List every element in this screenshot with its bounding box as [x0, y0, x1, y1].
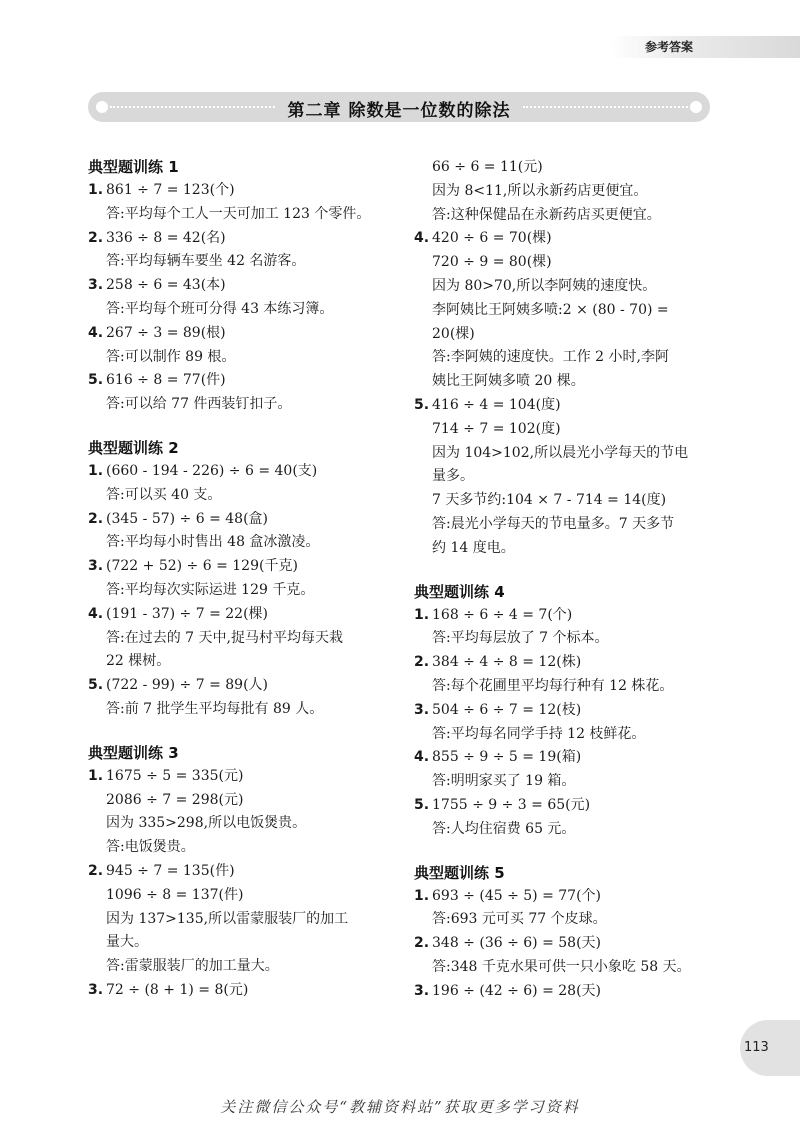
answer-line: 因为 80>70,所以李阿姨的速度快。: [432, 277, 657, 294]
training-section: [88, 742, 428, 1003]
answer-line: 答:人均住宿费 65 元。: [432, 820, 576, 837]
training-section: [88, 437, 428, 722]
question-number: 5.: [414, 796, 430, 813]
training-section: [414, 862, 724, 1004]
question-number: 2.: [88, 510, 104, 527]
answer-line: 22 棵树。: [106, 653, 171, 670]
question-expression: 1675 ÷ 5 = 335(元): [106, 767, 244, 784]
question-number: 2.: [88, 229, 104, 246]
answer-line: 答:可以给 77 件西装钉扣子。: [106, 396, 292, 413]
chapter-title: 第二章 除数是一位数的除法: [287, 101, 511, 121]
answer-line: 答:可以制作 89 根。: [106, 348, 236, 365]
question-number: 2.: [414, 654, 430, 671]
answer-line: 720 ÷ 9 = 80(棵): [432, 254, 552, 271]
answer-line: 答:前 7 批学生平均每批有 89 人。: [106, 700, 324, 717]
question-number: 5.: [414, 396, 430, 413]
answer-line: 答:平均每层放了 7 个标本。: [432, 630, 609, 647]
question-expression: 267 ÷ 3 = 89(根): [106, 324, 226, 341]
answer-line: 答:每个花圃里平均每行种有 12 株花。: [432, 677, 674, 694]
question-expression: (345 - 57) ÷ 6 = 48(盒): [106, 510, 268, 527]
question-line: [414, 932, 724, 956]
question-line: [414, 699, 724, 723]
answer-line: 答:平均每个工人一天可加工 123 个零件。: [106, 205, 371, 222]
answer-line: 20(棵): [432, 325, 475, 342]
answer-line: 答:这种保健品在永新药店买更便宜。: [432, 206, 661, 223]
left-column: [88, 156, 428, 1023]
question-expression: (722 + 52) ÷ 6 = 129(千克): [106, 558, 298, 575]
right-column: [414, 156, 724, 1024]
question-number: 2.: [88, 862, 104, 879]
question-number: 4.: [414, 749, 430, 766]
question-number: 5.: [88, 372, 104, 389]
answer-line: 答:晨光小学每天的节电量多。7 天多节: [432, 515, 675, 532]
answer-line: 答:平均每名同学手持 12 枝鲜花。: [432, 725, 646, 742]
section-title: 典型题训练 5: [414, 863, 505, 882]
question-line: [88, 369, 428, 393]
question-line: [414, 227, 724, 251]
question-line: [414, 885, 724, 909]
training-section: [88, 156, 428, 417]
question-number: 3.: [88, 558, 104, 575]
answer-line: 答:雷蒙服装厂的加工量大。: [106, 958, 279, 975]
question-number: 4.: [414, 230, 430, 247]
section-title: 典型题训练 2: [88, 438, 179, 457]
question-expression: 196 ÷ (42 ÷ 6) = 28(天): [432, 982, 601, 999]
answer-line: 答:348 千克水果可供一只小象吃 58 天。: [432, 958, 691, 975]
answer-line: 答:在过去的 7 天中,捉马村平均每天栽: [106, 629, 343, 646]
question-expression: 420 ÷ 6 = 70(棵): [432, 230, 552, 247]
question-expression: (660 - 194 - 226) ÷ 6 = 40(支): [106, 462, 318, 479]
question-expression: 504 ÷ 6 ÷ 7 = 12(枝): [432, 701, 582, 718]
header-tab-background: [610, 36, 800, 58]
question-number: 5.: [88, 677, 104, 694]
question-line: [88, 322, 428, 346]
question-line: [414, 651, 724, 675]
chapter-banner: [88, 92, 710, 122]
answer-line: 答:明明家买了 19 箱。: [432, 773, 576, 790]
question-line: [88, 179, 428, 203]
question-number: 4.: [88, 324, 104, 341]
answer-line: 因为 335>298,所以电饭煲贵。: [106, 815, 307, 832]
continued-answers: [414, 156, 724, 561]
question-line: [88, 674, 428, 698]
page-number: 113: [744, 1040, 769, 1055]
question-line: [414, 604, 724, 628]
answer-line: 答:平均每次实际运进 129 千克。: [106, 581, 315, 598]
question-line: [88, 603, 428, 627]
footer-watermark: 关注微信公众号“教辅资料站”获取更多学习资料: [220, 1098, 580, 1116]
answer-line: 1096 ÷ 8 = 137(件): [106, 886, 244, 903]
header-label: 参考答案: [645, 40, 694, 54]
answer-line: 因为 8<11,所以永新药店更便宜。: [432, 182, 648, 199]
answer-line: 约 14 度电。: [432, 539, 515, 556]
question-line: [88, 274, 428, 298]
answer-line: 姨比王阿姨多喷 20 棵。: [432, 373, 585, 390]
section-title: 典型题训练 4: [414, 582, 505, 601]
answer-line: 量多。: [432, 468, 474, 485]
question-number: 4.: [88, 605, 104, 622]
question-expression: 348 ÷ (36 ÷ 6) = 58(天): [432, 935, 601, 952]
question-expression: 416 ÷ 4 = 104(度): [432, 396, 561, 413]
question-line: [414, 394, 724, 418]
answer-line: 李阿姨比王阿姨多喷:2 × (80 - 70) =: [432, 301, 669, 318]
answer-line: 答:可以买 40 支。: [106, 486, 222, 503]
answer-line: 2086 ÷ 7 = 298(元): [106, 791, 244, 808]
answer-line: 答:电饭煲贵。: [106, 839, 195, 856]
question-number: 1.: [414, 606, 430, 623]
question-line: [88, 765, 428, 789]
question-number: 1.: [88, 767, 104, 784]
question-line: [88, 555, 428, 579]
question-line: [88, 460, 428, 484]
answer-line: 量大。: [106, 934, 148, 951]
question-number: 3.: [414, 982, 430, 999]
question-expression: 384 ÷ 4 ÷ 8 = 12(株): [432, 654, 582, 671]
training-section: [414, 581, 724, 842]
answer-line: 因为 137>135,所以雷蒙服装厂的加工: [106, 910, 349, 927]
question-expression: 1755 ÷ 9 ÷ 3 = 65(元): [432, 796, 591, 813]
question-expression: (191 - 37) ÷ 7 = 22(棵): [106, 605, 268, 622]
question-line: [414, 794, 724, 818]
question-line: [414, 746, 724, 770]
question-line: [88, 860, 428, 884]
answer-line: 7 天多节约:104 × 7 - 714 = 14(度): [432, 492, 667, 509]
answer-line: 因为 104>102,所以晨光小学每天的节电: [432, 444, 689, 461]
question-expression: 945 ÷ 7 = 135(件): [106, 862, 235, 879]
question-number: 3.: [414, 701, 430, 718]
question-expression: (722 - 99) ÷ 7 = 89(人): [106, 677, 268, 694]
question-expression: 855 ÷ 9 ÷ 5 = 19(箱): [432, 749, 582, 766]
question-line: [88, 979, 428, 1003]
answer-line: 答:李阿姨的速度快。工作 2 小时,李阿: [432, 349, 669, 366]
answer-line: 66 ÷ 6 = 11(元): [432, 159, 543, 175]
question-number: 3.: [88, 981, 104, 998]
question-expression: 168 ÷ 6 ÷ 4 = 7(个): [432, 606, 573, 623]
section-title: 典型题训练 3: [88, 743, 179, 762]
question-number: 2.: [414, 935, 430, 952]
question-expression: 336 ÷ 8 = 42(名): [106, 229, 226, 246]
answer-line: 答:693 元可买 77 个皮球。: [432, 911, 607, 928]
section-title: 典型题训练 1: [88, 158, 179, 176]
question-expression: 861 ÷ 7 = 123(个): [106, 182, 235, 198]
answer-line: 714 ÷ 7 = 102(度): [432, 420, 561, 437]
answer-line: 答:平均每辆车要坐 42 名游客。: [106, 253, 306, 270]
question-number: 1.: [88, 462, 104, 479]
question-line: [414, 980, 724, 1004]
answer-line: 答:平均每小时售出 48 盒冰激凌。: [106, 534, 320, 551]
question-expression: 616 ÷ 8 = 77(件): [106, 372, 226, 389]
question-line: [88, 227, 428, 251]
question-number: 3.: [88, 277, 104, 294]
question-number: 1.: [88, 182, 104, 198]
question-number: 1.: [414, 887, 430, 904]
question-expression: 72 ÷ (8 + 1) = 8(元): [106, 981, 249, 998]
question-expression: 258 ÷ 6 = 43(本): [106, 277, 226, 294]
answer-line: 答:平均每个班可分得 43 本练习簿。: [106, 300, 334, 317]
question-line: [88, 508, 428, 532]
question-expression: 693 ÷ (45 ÷ 5) = 77(个): [432, 887, 601, 904]
